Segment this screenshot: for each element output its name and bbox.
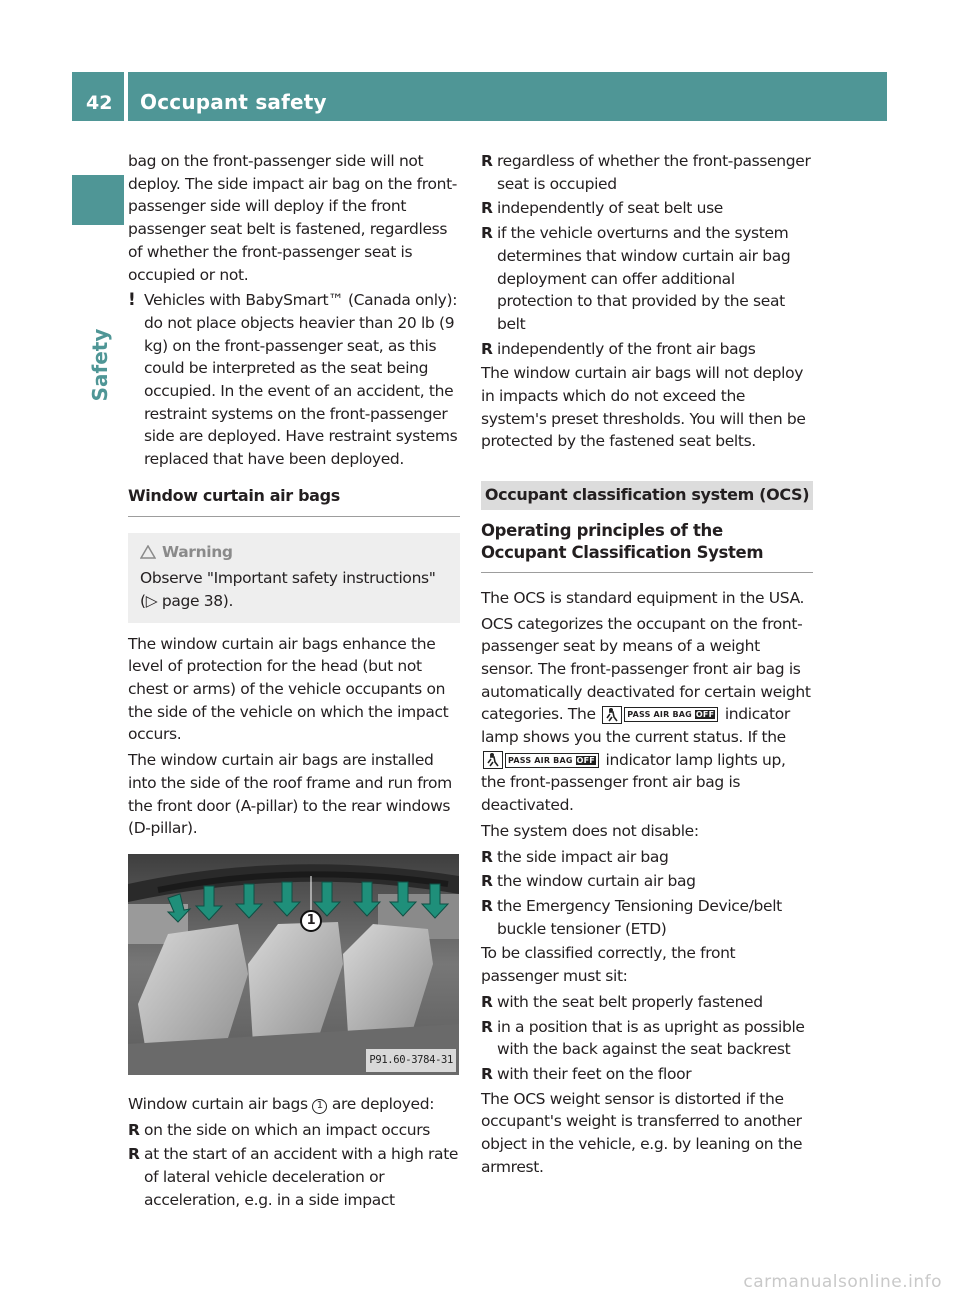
ocs-text-c: indicator lamp lights up, the front-passenger front air bag is deactivated. <box>481 750 786 815</box>
deployed-intro-end: are deployed: <box>327 1094 435 1113</box>
paragraph: The window curtain air bags enhance the level of protection for the head (but not chest or arms) of the vehicle occupants on the side of the vehicle on which the impact occurs. <box>128 634 449 744</box>
page-number-box <box>72 72 124 121</box>
page-number: 42 <box>86 92 113 114</box>
list-item-text: with their feet on the floor <box>497 1064 692 1083</box>
bullet-mark: R <box>128 1145 140 1164</box>
bullet-mark: R <box>481 1064 493 1083</box>
pass-airbag-off-label: PASS AIR BAG OFF <box>624 707 718 722</box>
curtain-airbag-photo <box>128 854 459 1075</box>
ocs-text-b: indicator lamp shows you the current status. If the <box>481 705 790 747</box>
subheading: Window curtain air bags <box>128 485 460 517</box>
paragraph: The window curtain air bags will not deploy in impacts which do not exceed the system's preset thresholds. You will then be protected by the fastened seat belts. <box>481 364 806 451</box>
list-item-text: the side impact air bag <box>497 847 669 866</box>
seat-occupant-icon <box>483 751 503 769</box>
notice <box>128 289 460 471</box>
paragraph: The OCS weight sensor is distorted if the occupant's weight is transferred to another object in the vehicle, e.g. by leaning on the armrest. <box>481 1089 803 1176</box>
exclamation-icon: ! <box>128 290 136 311</box>
list-item-text: on the side on which an impact occurs <box>144 1120 430 1139</box>
photo-reference-code: P91.60-3784-31 <box>366 1049 456 1072</box>
deployed-intro: Window curtain air bags <box>128 1094 313 1113</box>
list-item <box>128 1143 460 1211</box>
side-tab-label: Safety <box>88 328 112 402</box>
side-tab <box>76 320 124 410</box>
list-item <box>481 338 813 361</box>
paragraph <box>128 1093 460 1116</box>
pass-airbag-off-label: PASS AIR BAG OFF <box>505 753 599 768</box>
bullet-mark: R <box>481 224 493 243</box>
bullet-mark: R <box>481 339 493 358</box>
list-item <box>481 1063 813 1086</box>
list-item <box>481 150 813 195</box>
watermark: carmanualsonline.info <box>743 1272 942 1292</box>
list-item <box>481 870 813 893</box>
warning-header <box>140 541 450 564</box>
list-item <box>481 222 813 336</box>
list-item-text: the Emergency Tensioning Device/belt buckle tensioner (ETD) <box>497 896 782 938</box>
pass-airbag-off-indicator <box>602 706 718 724</box>
bullet-mark: R <box>481 847 493 866</box>
list-item <box>481 991 813 1014</box>
list-item <box>481 895 813 940</box>
bullet-mark: R <box>481 896 493 915</box>
bullet-mark: R <box>481 992 493 1011</box>
chapter-header <box>128 72 887 121</box>
right-column <box>481 150 813 1181</box>
notice-text: Vehicles with BabySmart™ (Canada only): do not place objects heavier than 20 lb (9 kg) on the front-passenger seat, as this could be interpreted as the seat being occupied. In the event of an accident, the restraint systems on the front-passenger side are deployed. Have restraint systems replaced that have been deployed. <box>144 291 458 469</box>
warning-box <box>128 533 460 623</box>
list-item <box>481 197 813 220</box>
list-item-text: if the vehicle overturns and the system determines that window curtain air bag deployment can offer additional protection to that provided by the seat belt <box>497 224 791 333</box>
bullet-mark: R <box>481 199 493 218</box>
paragraph <box>481 613 813 817</box>
list-item <box>128 1119 460 1142</box>
callout-1-inline: 1 <box>312 1099 327 1114</box>
list-item-text: in a position that is as upright as possible with the back against the seat backrest <box>497 1017 805 1059</box>
left-column <box>128 150 460 1214</box>
side-tab-marker <box>72 175 124 225</box>
bullet-mark: R <box>481 872 493 891</box>
heading: Operating principles of the Occupant Classification System <box>481 520 813 573</box>
paragraph: The system does not disable: <box>481 821 699 840</box>
paragraph: To be classified correctly, the front passenger must sit: <box>481 944 736 986</box>
list-item <box>481 846 813 869</box>
bullet-mark: R <box>481 1017 493 1036</box>
bullet-mark: R <box>128 1120 140 1139</box>
list-item-text: regardless of whether the front-passenger seat is occupied <box>497 152 811 193</box>
paragraph: bag on the front-passenger side will not deploy. The side impact air bag on the front-passenger side will deploy if the front passenger seat belt is fastened, regardless of whether the front-passenger seat is occupied or not. <box>128 152 458 284</box>
ocs-text-a: OCS categorizes the occupant on the front-passenger seat by means of a weight sensor. The front-passenger front air bag is automatically deactivated for certain weight categories. The <box>481 614 811 724</box>
vehicle-interior-image <box>128 854 459 1075</box>
list-item <box>481 1016 813 1061</box>
list-item-text: the window curtain air bag <box>497 872 696 891</box>
list-item-text: independently of seat belt use <box>497 199 723 218</box>
seat-occupant-icon <box>602 706 622 724</box>
section-title: Occupant classification system (OCS) <box>481 481 813 510</box>
warning-title: Warning <box>162 542 233 561</box>
pass-airbag-off-indicator <box>483 751 599 769</box>
warning-text: Observe "Important safety instructions" (▷ page 38). <box>140 569 436 610</box>
paragraph: The OCS is standard equipment in the USA. <box>481 588 805 607</box>
list-item-text: at the start of an accident with a high rate of lateral vehicle deceleration or acceleration, e.g. in a side impact <box>144 1145 459 1209</box>
callout-1: 1 <box>300 910 322 932</box>
list-item-text: with the seat belt properly fastened <box>497 992 763 1011</box>
list-item-text: independently of the front air bags <box>497 339 756 358</box>
chapter-title: Occupant safety <box>140 90 327 114</box>
warning-triangle-icon <box>140 545 156 559</box>
paragraph: The window curtain air bags are installed into the side of the roof frame and run from the front door (A-pillar) to the rear windows (D-pillar). <box>128 751 452 838</box>
bullet-mark: R <box>481 152 493 170</box>
